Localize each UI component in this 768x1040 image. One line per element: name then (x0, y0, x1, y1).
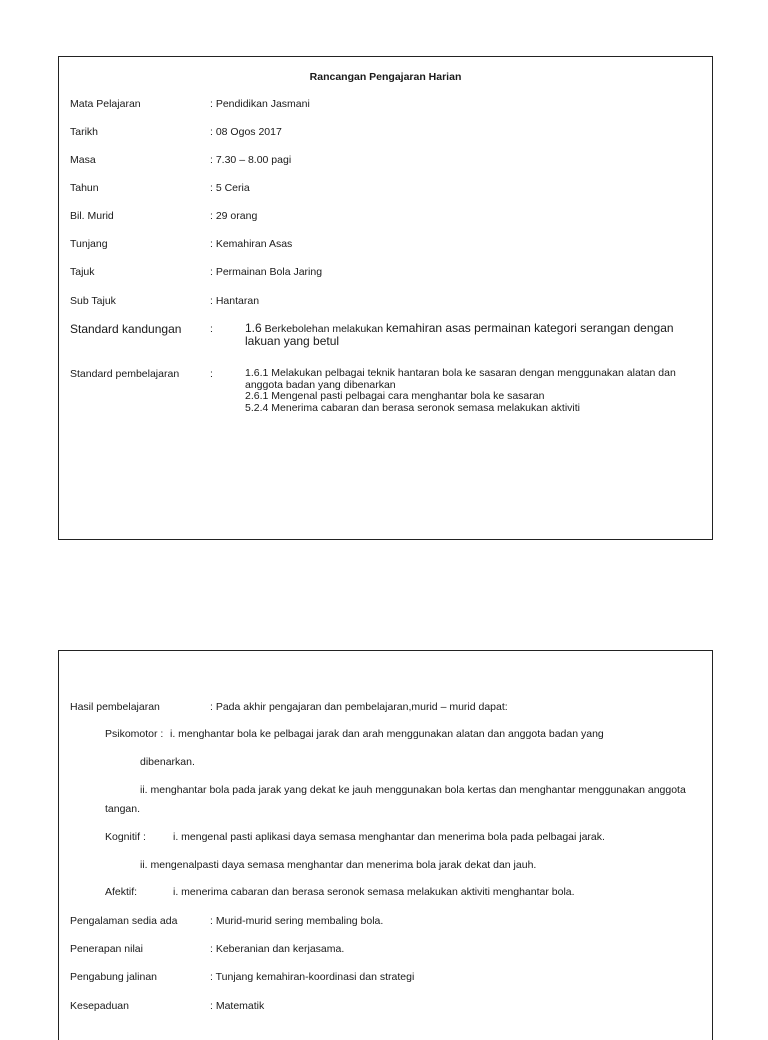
value-tarikh: : 08 Ogos 2017 (210, 126, 282, 138)
label-hasil-pembelajaran: Hasil pembelajaran (70, 701, 160, 713)
sp-item-3: 5.2.4 Menerima cabaran dan berasa seronok semasa melakukan aktiviti (245, 401, 581, 414)
label-masa: Masa (70, 154, 96, 166)
psikomotor-item-1: i. menghantar bola ke pelbagai jarak dan arah menggunakan alatan dan anggota badan yang (170, 728, 604, 740)
value-pengalaman-sedia-ada: : Murid-murid sering membaling bola. (210, 915, 384, 927)
psikomotor-item-1-cont: dibenarkan. (140, 756, 195, 768)
value-tahun: : 5 Ceria (210, 182, 250, 194)
value-pengabung-jalinan: : Tunjang kemahiran-koordinasi dan strategi (210, 971, 415, 983)
value-bil-murid: : 29 orang (210, 210, 258, 222)
value-tajuk: : Permainan Bola Jaring (210, 266, 323, 278)
label-tarikh: Tarikh (70, 126, 99, 138)
lesson-plan-header-box (58, 56, 713, 540)
label-tahun: Tahun (70, 182, 99, 194)
label-kognitif: Kognitif : (105, 831, 146, 843)
psikomotor-item-2: ii. menghantar bola pada jarak yang dekat ke jauh menggunakan bola kertas dan menghantar menggunakan anggota (140, 784, 686, 796)
lesson-plan-objectives-box (58, 650, 713, 1040)
kognitif-item-1: i. mengenal pasti aplikasi daya semasa menghantar dan menerima bola pada pelbagai jarak. (173, 831, 605, 843)
colon-standard-pembelajaran: : (210, 368, 213, 380)
label-standard-pembelajaran: Standard pembelajaran (70, 368, 180, 380)
label-mata-pelajaran: Mata Pelajaran (70, 98, 141, 110)
kognitif-item-2: ii. mengenalpasti daya semasa menghantar dan menerima bola jarak dekat dan jauh. (140, 859, 537, 871)
label-afektif: Afektif: (105, 886, 138, 898)
sk-small-text: Berkebolehan melakukan (264, 323, 384, 335)
label-penerapan-nilai: Penerapan nilai (70, 943, 143, 955)
value-sub-tajuk: : Hantaran (210, 295, 260, 307)
value-hasil-pembelajaran: : Pada akhir pengajaran dan pembelajaran,murid – murid dapat: (210, 701, 508, 713)
sp-item-2: 2.6.1 Mengenal pasti pelbagai cara menghantar bola ke sasaran (245, 390, 545, 402)
sk-rest: kemahiran asas permainan kategori serangan dengan lakuan yang betul (245, 321, 674, 348)
value-tunjang: : Kemahiran Asas (210, 238, 293, 250)
value-penerapan-nilai: : Keberanian dan kerjasama. (210, 943, 345, 955)
colon-standard-kandungan: : (210, 323, 213, 335)
document-title: Rancangan Pengajaran Harian (309, 71, 462, 83)
label-sub-tajuk: Sub Tajuk (70, 295, 116, 307)
value-masa: : 7.30 – 8.00 pagi (210, 154, 292, 166)
value-standard-pembelajaran (245, 368, 695, 414)
sp-item-1: 1.6.1 Melakukan pelbagai teknik hantaran bola ke sasaran dengan menggunakan alatan dan anggota badan yang dibenarkan (245, 367, 676, 391)
label-standard-kandungan: Standard kandungan (70, 322, 182, 336)
value-mata-pelajaran: : Pendidikan Jasmani (210, 98, 310, 110)
label-psikomotor: Psikomotor : (105, 728, 164, 740)
label-bil-murid: Bil. Murid (70, 210, 114, 222)
afektif-item-1: i. menerima cabaran dan berasa seronok semasa melakukan aktiviti menghantar bola. (173, 886, 575, 898)
sk-code: 1.6 (245, 321, 262, 335)
psikomotor-item-2-cont: tangan. (105, 803, 141, 815)
label-pengabung-jalinan: Pengabung jalinan (70, 971, 157, 983)
label-tajuk: Tajuk (70, 266, 95, 278)
label-pengalaman-sedia-ada: Pengalaman sedia ada (70, 915, 178, 927)
value-standard-kandungan (245, 322, 685, 348)
label-kesepaduan: Kesepaduan (70, 1000, 129, 1012)
label-tunjang: Tunjang (70, 238, 108, 250)
value-kesepaduan: : Matematik (210, 1000, 265, 1012)
